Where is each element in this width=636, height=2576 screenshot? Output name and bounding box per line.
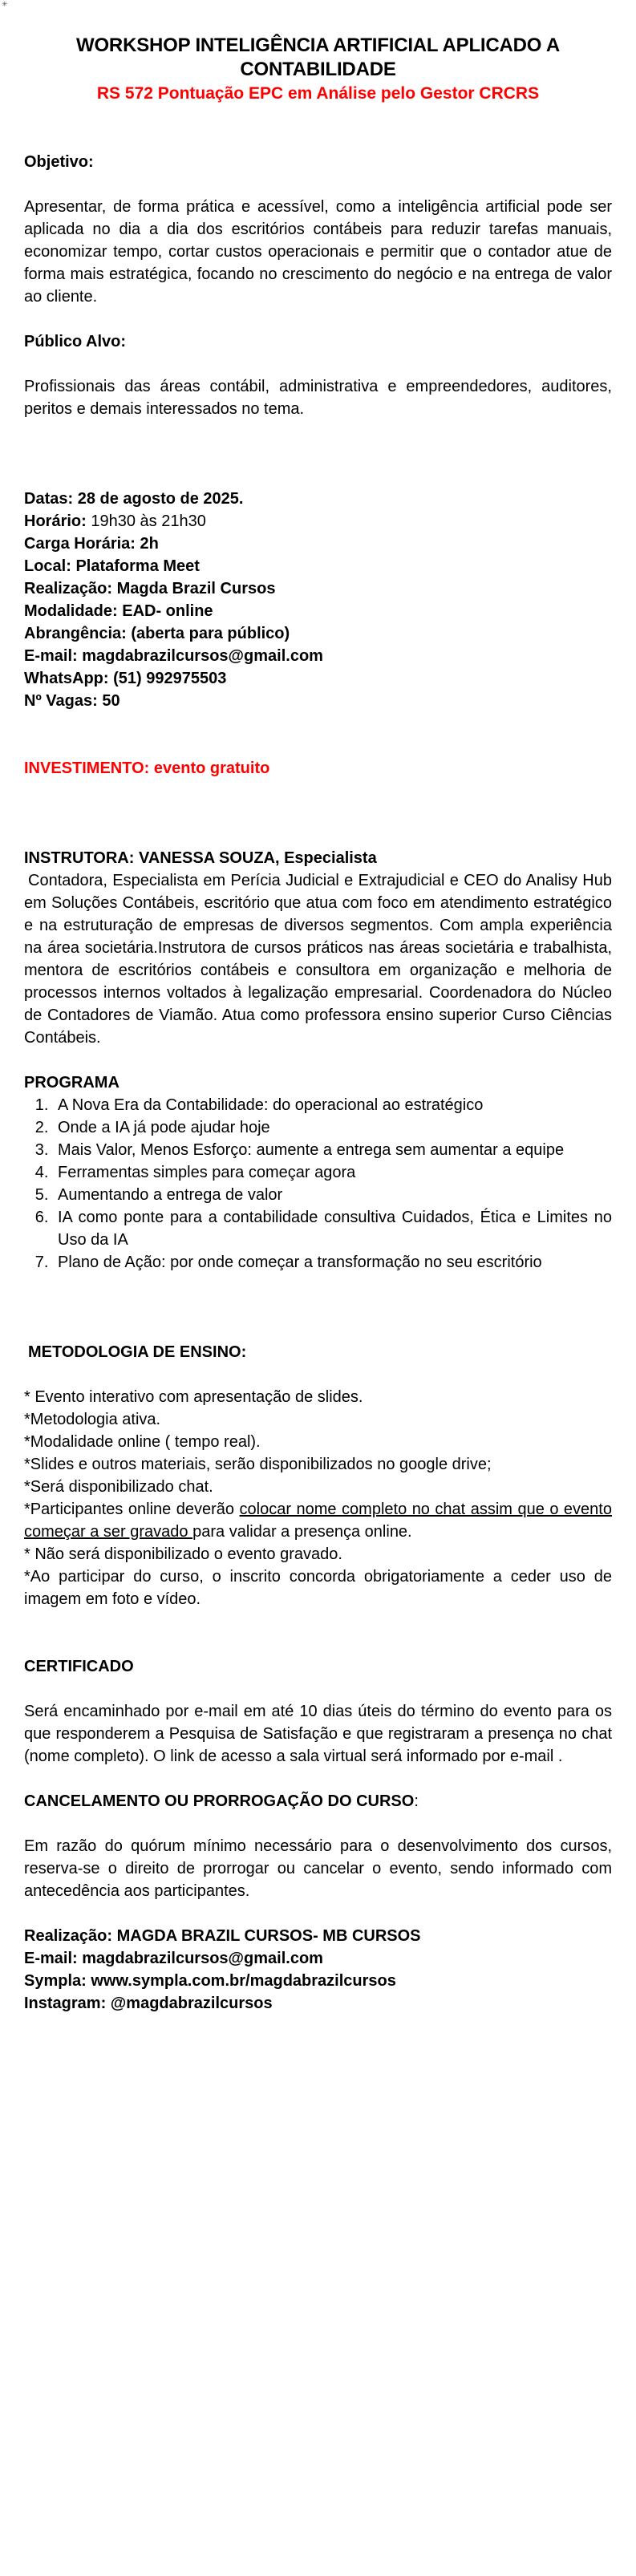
heading-metodologia: METODOLOGIA DE ENSINO: — [28, 1343, 247, 1361]
metodologia-line: *Slides e outros materiais, serão disponibilizados no google drive; — [24, 1456, 492, 1473]
detail-email: E-mail: magdabrazilcursos@gmail.com — [24, 647, 323, 665]
programa-item: 5. Aumentando a entrega de valor — [53, 1184, 612, 1206]
page-title: WORKSHOP INTELIGÊNCIA ARTIFICIAL APLICADO A CONTABILIDADE — [76, 34, 560, 80]
metodologia-line: *Modalidade online ( tempo real). — [24, 1433, 261, 1451]
programa-item: 4. Ferramentas simples para começar agora — [53, 1161, 612, 1184]
metodologia-line: * Evento interativo com apresentação de slides. — [24, 1388, 363, 1406]
detail-vagas: Nº Vagas: 50 — [24, 692, 120, 710]
paragraph-cancelamento: Em razão do quórum mínimo necessário para o desenvolvimento dos cursos, reserva-se o direito de prorrogar ou cancelar o evento, sendo informado com antecedência aos participantes. — [24, 1837, 612, 1900]
programa-list — [24, 1094, 612, 1274]
heading-publico-alvo: Público Alvo: — [24, 333, 127, 350]
footer-email: E-mail: magdabrazilcursos@gmail.com — [24, 1950, 323, 1967]
paragraph-certificado: Será encaminhado por e-mail em até 10 dias úteis do término do evento para os que responderem a Pesquisa de Satisfação e que registraram a presença no chat (nome completo). O link de acesso a sala virtual será informado por e-mail . — [24, 1703, 612, 1765]
metodologia-line: *Participantes online deverão colocar nome completo no chat assim que o evento começar a ser gravado para validar a presença online. — [24, 1501, 612, 1541]
paragraph-objetivo: Apresentar, de forma prática e acessível, como a inteligência artificial pode ser aplicada no dia a dia dos escritórios contábeis para reduzir tarefas manuais, economizar tempo, cortar custos operacionais e permitir que o contador atue de forma mais estratégica, focando no crescimento do negócio e na entrega de valor ao cliente. — [24, 198, 612, 306]
detail-carga-horaria: Carga Horária: 2h — [24, 535, 159, 553]
heading-objetivo: Objetivo: — [24, 153, 94, 171]
metodologia-line: *Ao participar do curso, o inscrito concorda obrigatoriamente a ceder uso de imagem em foto e vídeo. — [24, 1568, 612, 1608]
metodologia-line: * Não será disponibilizado o evento gravado. — [24, 1545, 342, 1563]
detail-realizacao: Realização: Magda Brazil Cursos — [24, 580, 276, 597]
footer-sympla-link: Sympla: www.sympla.com.br/magdabrazilcursos — [24, 1972, 396, 1990]
programa-item: 1. A Nova Era da Contabilidade: do operacional ao estratégico — [53, 1094, 612, 1116]
footer-contacts — [24, 1925, 612, 2015]
investimento-line: INVESTIMENTO: evento gratuito — [24, 759, 270, 777]
detail-datas: Datas: 28 de agosto de 2025. — [24, 490, 244, 508]
metodologia-lines — [24, 1386, 612, 1610]
detail-modalidade: Modalidade: EAD- online — [24, 602, 213, 620]
detail-whatsapp: WhatsApp: (51) 992975503 — [24, 670, 227, 687]
detail-horario: Horário: 19h30 às 21h30 — [24, 512, 206, 530]
programa-item: 3. Mais Valor, Menos Esforço: aumente a entrega sem aumentar a equipe — [53, 1139, 612, 1161]
heading-cancelamento: CANCELAMENTO OU PRORROGAÇÃO DO CURSO: — [24, 1792, 419, 1810]
programa-item: 7. Plano de Ação: por onde começar a transformação no seu escritório — [53, 1251, 612, 1274]
detail-abrangencia: Abrangência: (aberta para público) — [24, 625, 290, 642]
heading-programa: PROGRAMA — [24, 1074, 120, 1092]
page-subtitle: RS 572 Pontuação EPC em Análise pelo Gestor CRCRS — [96, 84, 540, 103]
detail-local: Local: Plataforma Meet — [24, 557, 200, 575]
underlined-text: colocar nome completo no chat assim que o evento começar a ser gravado — [24, 1501, 612, 1541]
corner-mark: ✳ — [2, 0, 8, 8]
heading-instrutora: INSTRUTORA: VANESSA SOUZA, Especialista — [24, 849, 377, 867]
programa-item: 2. Onde a IA já pode ajudar hoje — [53, 1116, 612, 1139]
paragraph-instrutora-bio: Contadora, Especialista em Perícia Judicial e Extrajudicial e CEO do Analisy Hub em Soluções Contábeis, escritório que atua com foco em atendimento estratégico e na estruturação de empresas de diversos segmentos. Com ampla experiência na área societária.Instrutora de cursos práticos nas áreas societária e trabalhista, mentora de escritórios contábeis e consultora em organização e melhoria de processos internos voltados à legalização empresarial. Coordenadora do Núcleo de Contadores de Viamão. Atua como professora ensino superior Curso Ciências Contábeis. — [24, 872, 612, 1047]
metodologia-line: *Será disponibilizado chat. — [24, 1478, 213, 1496]
programa-item: 6. IA como ponte para a contabilidade consultiva Cuidados, Ética e Limites no Uso da IA — [53, 1206, 612, 1251]
footer-instagram: Instagram: @magdabrazilcursos — [24, 1995, 273, 2012]
paragraph-publico-alvo: Profissionais das áreas contábil, administrativa e empreendedores, auditores, peritos e demais interessados no tema. — [24, 378, 612, 418]
footer-realizacao: Realização: MAGDA BRAZIL CURSOS- MB CURSOS — [24, 1927, 421, 1945]
event-details — [24, 488, 612, 712]
metodologia-line: *Metodologia ativa. — [24, 1411, 161, 1428]
heading-certificado: CERTIFICADO — [24, 1658, 134, 1675]
